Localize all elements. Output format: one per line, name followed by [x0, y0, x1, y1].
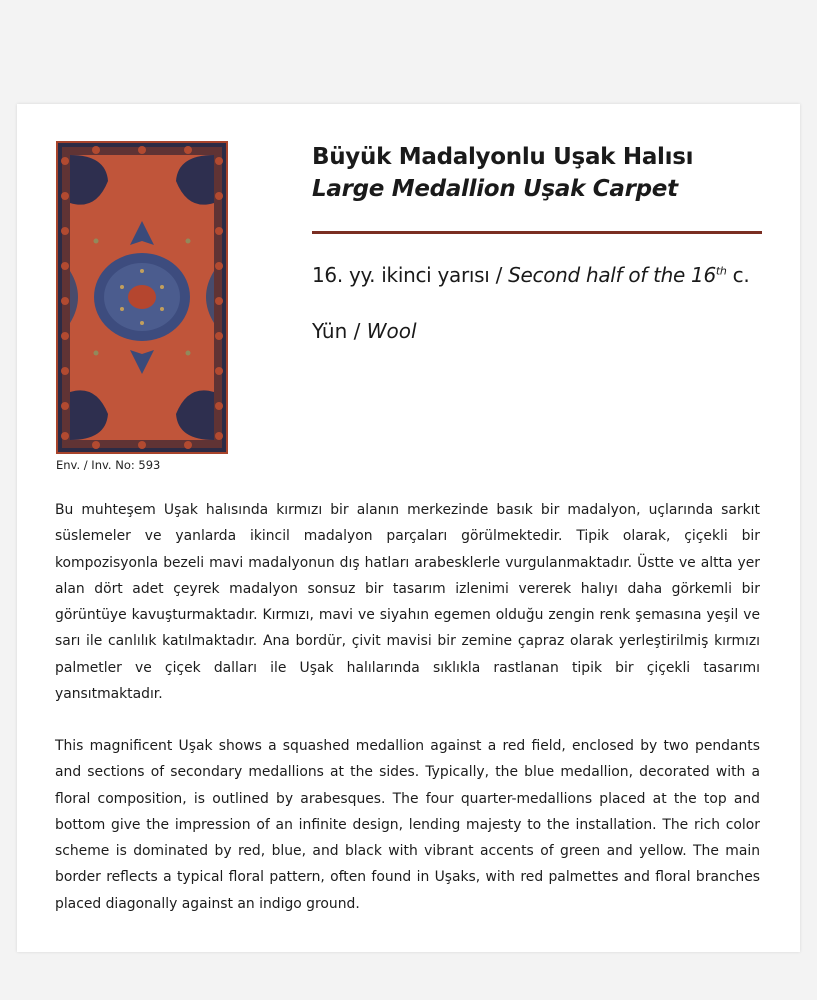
catalog-card [17, 104, 800, 952]
date-english: Second half of the 16 [508, 263, 716, 287]
description-turkish: Bu muhteşem Uşak halısında kırmızı bir alanın merkezinde basık bir madalyon, uçlarında sarkıt süslemeler ve yanlarda ikincil madalyon parçaları görülmektedir. Tipik olarak, çiçekli bir kompozisyonla bezeli mavi madalyonun dış hatları arabesklerle vurgulanmaktadır. Üstte ve altta yer alan dört adet çeyrek madalyon sonsuz bir tasarım izlenimi vererek halıyı daha görkemli bir görüntüye kavuşturmaktadır. Kırmızı, mavi ve siyahın egemen olduğu zengin renk şemasına yeşil ve sarı ile canlılık katılmaktadır. Ana bordür, çivit mavisi bir zemine çapraz olarak yerleştirilmiş kırmızı palmetler ve çiçek dalları ile Uşak halılarında sıklıkla rastlanan tipik bir çiçekli tasarımı yansıtmaktadır. [55, 502, 760, 703]
material-english: Wool [366, 319, 417, 343]
title-english: Large Medallion Uşak Carpet [312, 176, 678, 202]
title-divider [312, 231, 762, 234]
date-suffix: c. [726, 263, 750, 287]
description-english: This magnificent Uşak shows a squashed medallion against a red field, enclosed by two pendants and sections of secondary medallions at the sides. Typically, the blue medallion, decorated with a floral composition, is outlined by arabesques. The four quarter-medallions placed at the top and bottom give the impression of an infinite design, lending majesty to the installation. The rich color scheme is dominated by red, blue, and black with vibrant accents of green and yellow. The main border reflects a typical floral pattern, often found in Uşaks, with red palmettes and floral branches placed diagonally against an indigo ground. [55, 738, 760, 912]
date-line [312, 263, 749, 287]
date-superscript: th [715, 264, 727, 278]
carpet-image [56, 141, 228, 454]
inventory-number: Env. / Inv. No: 593 [56, 458, 161, 472]
date-turkish: 16. yy. ikinci yarısı / [312, 263, 509, 287]
material-turkish: Yün / [312, 319, 367, 343]
title-turkish: Büyük Madalyonlu Uşak Halısı [312, 144, 694, 170]
material-line [312, 319, 417, 343]
